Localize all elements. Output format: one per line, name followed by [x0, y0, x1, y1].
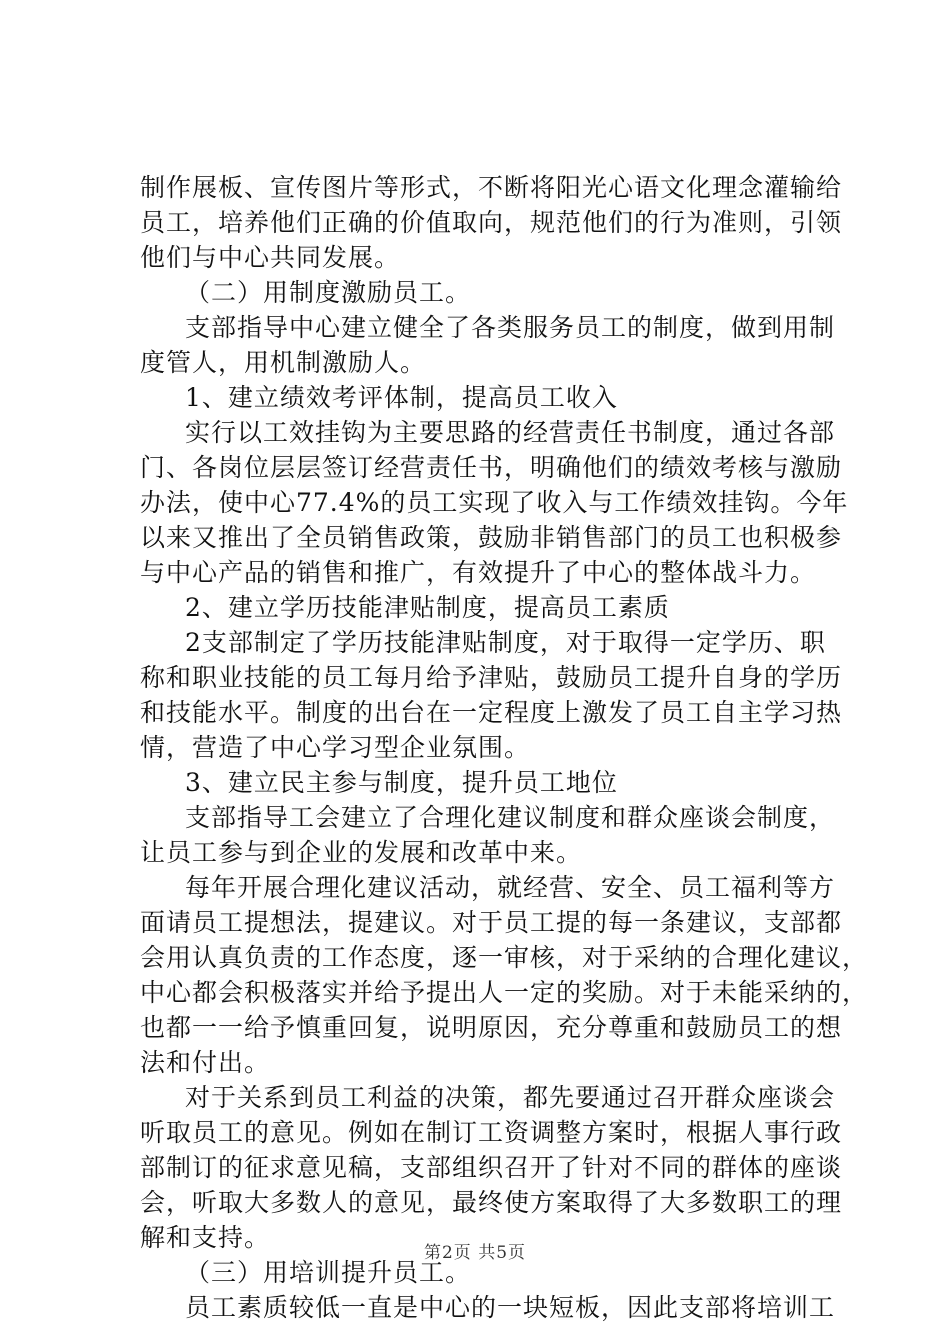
text-line: 2支部制定了学历技能津贴制度，对于取得一定学历、职	[185, 628, 826, 657]
subsection-heading: 1、建立绩效考评体制，提高员工收入	[185, 383, 618, 412]
text-line: 法和付出。	[140, 1048, 271, 1077]
text-line: 每年开展合理化建议活动，就经营、安全、员工福利等方	[185, 873, 836, 902]
text-line: 和技能水平。制度的出台在一定程度上激发了员工自主学习热	[140, 698, 843, 727]
text-line: 部制订的征求意见稿，支部组织召开了针对不同的群体的座谈	[140, 1153, 843, 1182]
text-line: 解和支持。	[140, 1223, 271, 1252]
text-line: 会用认真负责的工作态度，逐一审核，对于采纳的合理化建议，	[140, 943, 869, 972]
text-line: 听取员工的意见。例如在制订工资调整方案时，根据人事行政	[140, 1118, 843, 1147]
text-line: 度管人，用机制激励人。	[140, 348, 427, 377]
text-line: 称和职业技能的员工每月给予津贴，鼓励员工提升自身的学历	[140, 663, 843, 692]
page-footer: 第2页 共5页	[423, 1243, 527, 1263]
text-line: 也都一一给予慎重回复，说明原因，充分尊重和鼓励员工的想	[140, 1013, 843, 1042]
text-line: 办法，使中心77.4%的员工实现了收入与工作绩效挂钩。今年	[140, 488, 849, 517]
text-line: 实行以工效挂钩为主要思路的经营责任书制度，通过各部	[185, 418, 836, 447]
text-line: 员工素质较低一直是中心的一块短板，因此支部将培训工	[185, 1293, 836, 1322]
text-line: 他们与中心共同发展。	[140, 243, 401, 272]
text-line: 门、各岗位层层签订经营责任书，明确他们的绩效考核与激励	[140, 453, 843, 482]
section-heading: （二）用制度激励员工。	[185, 278, 472, 307]
text-line: 会，听取大多数人的意见，最终使方案取得了大多数职工的理	[140, 1188, 843, 1217]
document-body	[140, 170, 869, 1325]
text-line: 支部指导中心建立健全了各类服务员工的制度，做到用制	[185, 313, 836, 342]
text-line: 与中心产品的销售和推广，有效提升了中心的整体战斗力。	[140, 558, 817, 587]
text-line: 让员工参与到企业的发展和改革中来。	[140, 838, 583, 867]
text-line: 情，营造了中心学习型企业氛围。	[140, 733, 531, 762]
subsection-heading: 2、建立学历技能津贴制度，提高员工素质	[185, 593, 670, 622]
text-line: 支部指导工会建立了合理化建议制度和群众座谈会制度，	[185, 803, 836, 832]
text-line: 以来又推出了全员销售政策，鼓励非销售部门的员工也积极参	[140, 523, 843, 552]
text-line: 对于关系到员工利益的决策，都先要通过召开群众座谈会	[185, 1083, 836, 1112]
subsection-heading: 3、建立民主参与制度，提升员工地位	[185, 768, 618, 797]
section-heading: （三）用培训提升员工。	[185, 1258, 472, 1287]
text-line: 中心都会积极落实并给予提出人一定的奖励。对于未能采纳的，	[140, 978, 869, 1007]
text-line: 员工，培养他们正确的价值取向，规范他们的行为准则，引领	[140, 208, 843, 237]
text-line: 面请员工提想法，提建议。对于员工提的每一条建议，支部都	[140, 908, 843, 937]
text-line: 制作展板、宣传图片等形式，不断将阳光心语文化理念灌输给	[140, 173, 843, 202]
